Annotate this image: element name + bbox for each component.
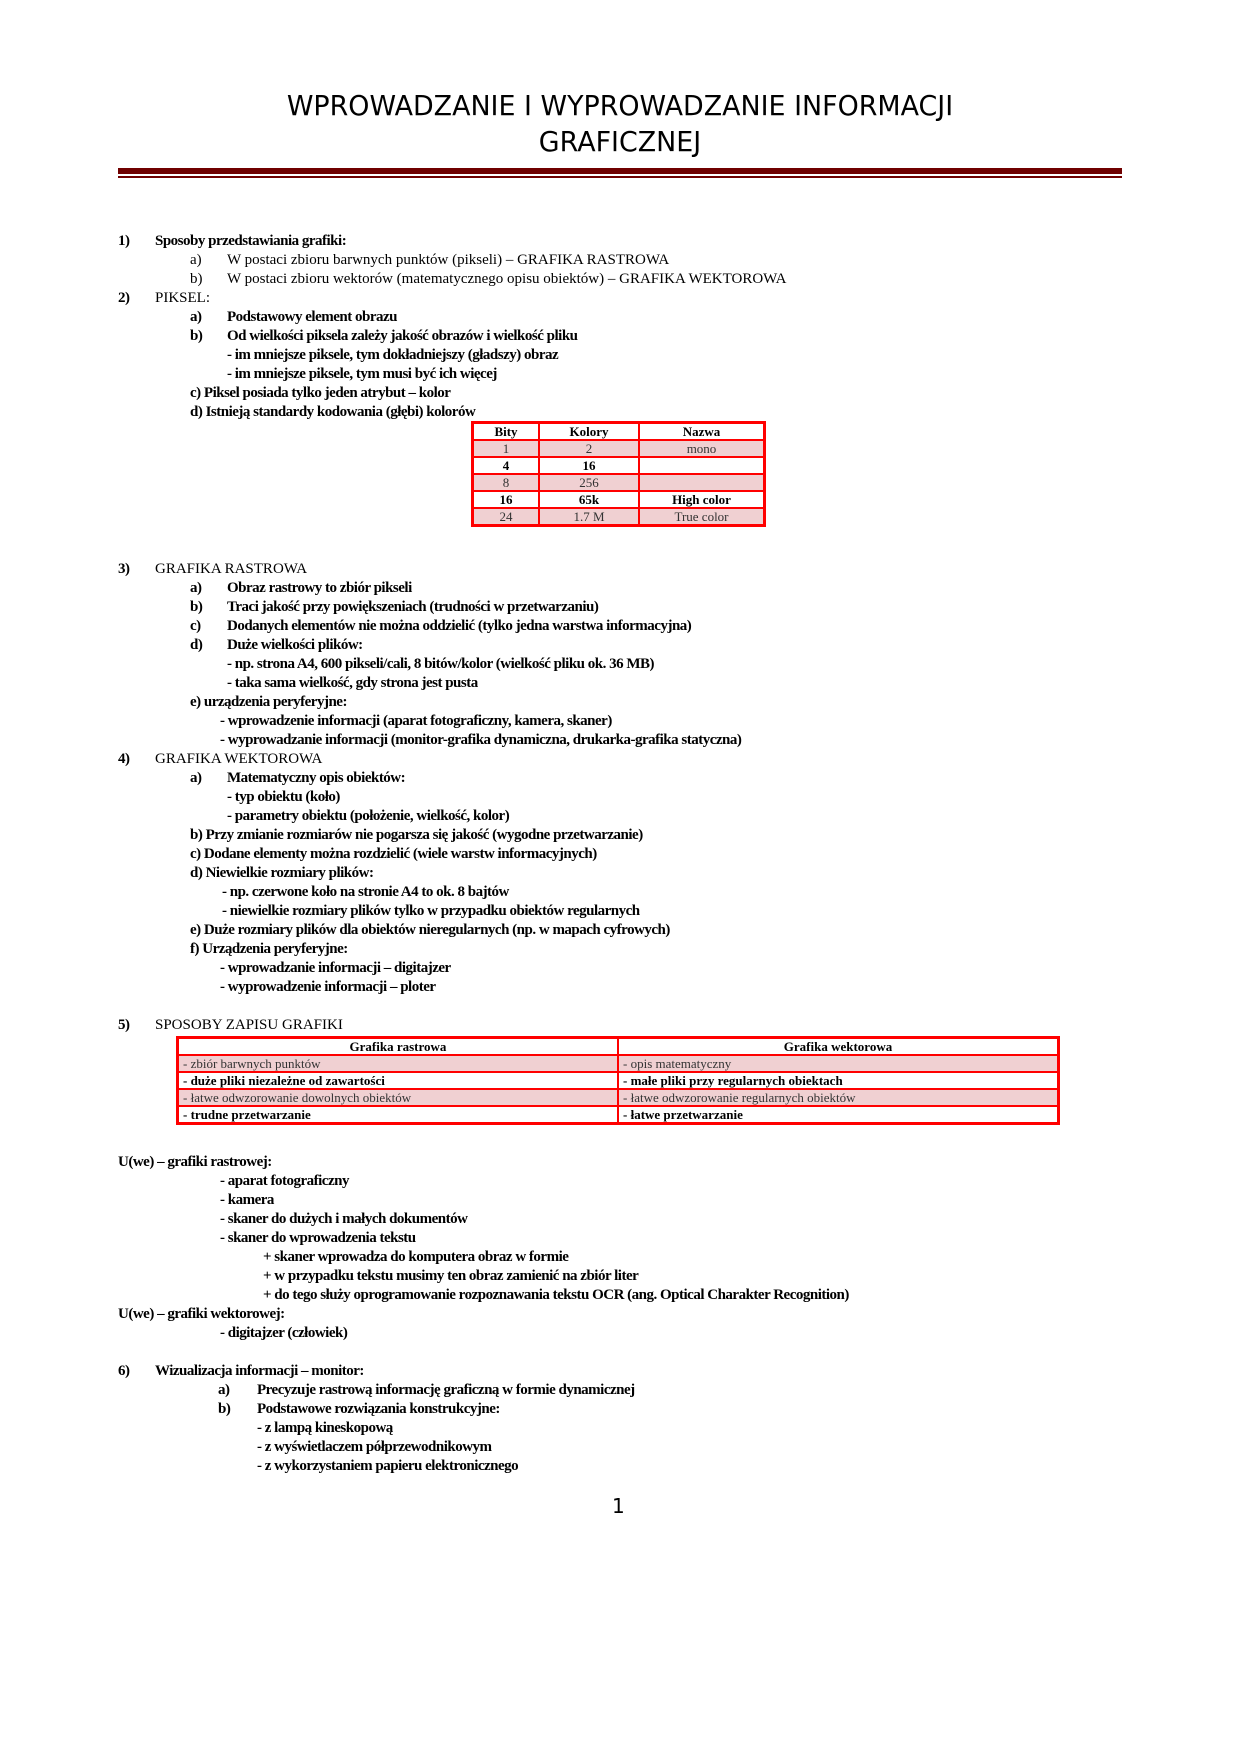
- table-cell: 24: [473, 508, 540, 526]
- table-cell: High color: [639, 491, 765, 508]
- table-cell: - łatwe przetwarzanie: [618, 1106, 1059, 1124]
- title-rule-thick: [118, 168, 1122, 174]
- s3-item-a: Obraz rastrowy to zbiór pikseli: [227, 580, 412, 596]
- table-cell: - duże pliki niezależne od zawartości: [178, 1072, 619, 1089]
- uwe-raster-sub-1: + skaner wprowadza do komputera obraz w formie: [263, 1249, 569, 1265]
- section-4-heading: GRAFIKA WEKTOROWA: [155, 751, 323, 767]
- table-header: Nazwa: [639, 423, 765, 441]
- s3-item-b: Traci jakość przy powiększeniach (trudności w przetwarzaniu): [227, 599, 599, 615]
- uwe-raster-item-3: - skaner do dużych i małych dokumentów: [220, 1211, 468, 1227]
- s2-item-d: d) Istnieją standardy kodowania (głębi) kolorów: [190, 404, 476, 420]
- page-title: [138, 88, 1102, 160]
- table-cell: [639, 457, 765, 474]
- s1-item-a: W postaci zbioru barwnych punktów (pikseli) – GRAFIKA RASTROWA: [227, 252, 670, 268]
- table-cell: 1: [473, 440, 540, 457]
- table-cell: 8: [473, 474, 540, 491]
- table-cell: 256: [539, 474, 639, 491]
- table-header: Grafika wektorowa: [618, 1038, 1059, 1056]
- s4-item-a-sub-2: - parametry obiektu (położenie, wielkość, kolor): [227, 808, 510, 824]
- table-cell: - łatwe odwzorowanie regularnych obiektów: [618, 1089, 1059, 1106]
- table-cell: 1.7 M: [539, 508, 639, 526]
- s1-item-a-mark: a): [190, 252, 202, 268]
- s4-item-a-sub-1: - typ obiektu (koło): [227, 789, 340, 805]
- s3-item-c: Dodanych elementów nie można oddzielić (tylko jedna warstwa informacyjna): [227, 618, 692, 634]
- section-5-heading: SPOSOBY ZAPISU GRAFIKI: [155, 1017, 343, 1033]
- table-row: [178, 1055, 1059, 1072]
- s3-item-e: e) urządzenia peryferyjne:: [190, 694, 347, 710]
- section-6-number: 6): [118, 1363, 130, 1379]
- s6-item-b: Podstawowe rozwiązania konstrukcyjne:: [257, 1401, 500, 1417]
- s3-item-d-sub-2: - taka sama wielkość, gdy strona jest pusta: [227, 675, 478, 691]
- table-cell: 16: [473, 491, 540, 508]
- s2-item-b-sub-2: - im mniejsze piksele, tym musi być ich więcej: [227, 366, 497, 382]
- s6-item-b-sub-1: - z lampą kineskopową: [257, 1420, 393, 1436]
- title-rule-thin: [118, 176, 1122, 178]
- section-1-number: 1): [118, 233, 130, 249]
- table-row: [178, 1106, 1059, 1124]
- s2-item-c: c) Piksel posiada tylko jeden atrybut – kolor: [190, 385, 451, 401]
- s3-item-e-sub-1: - wprowadzenie informacji (aparat fotograficzny, kamera, skaner): [220, 713, 612, 729]
- table-header-row: [178, 1038, 1059, 1056]
- s4-item-a: Matematyczny opis obiektów:: [227, 770, 406, 786]
- s3-item-d-mark: d): [190, 637, 203, 653]
- table-cell: [639, 474, 765, 491]
- s6-item-a: Precyzuje rastrową informację graficzną w formie dynamicznej: [257, 1382, 635, 1398]
- title-line-1: WPROWADZANIE I WYPROWADZANIE INFORMACJI: [286, 89, 954, 122]
- table-row: [473, 508, 765, 526]
- s4-item-e: e) Duże rozmiary plików dla obiektów nieregularnych (np. w mapach cyfrowych): [190, 922, 670, 938]
- s6-item-a-mark: a): [218, 1382, 230, 1398]
- s2-item-a-mark: a): [190, 309, 202, 325]
- table-row: [473, 474, 765, 491]
- s3-item-b-mark: b): [190, 599, 203, 615]
- table-cell: - małe pliki przy regularnych obiektach: [618, 1072, 1059, 1089]
- table-row: [178, 1089, 1059, 1106]
- s4-item-f-sub-1: - wprowadzanie informacji – digitajzer: [220, 960, 451, 976]
- uwe-raster-heading: U(we) – grafiki rastrowej:: [118, 1154, 272, 1170]
- table-row: [178, 1072, 1059, 1089]
- s4-item-f-sub-2: - wyprowadzenie informacji – ploter: [220, 979, 436, 995]
- s4-item-f: f) Urządzenia peryferyjne:: [190, 941, 348, 957]
- table-cell: - trudne przetwarzanie: [178, 1106, 619, 1124]
- uwe-vector-item-1: - digitajzer (człowiek): [220, 1325, 348, 1341]
- table-cell: True color: [639, 508, 765, 526]
- s6-item-b-sub-2: - z wyświetlaczem półprzewodnikowym: [257, 1439, 492, 1455]
- section-3-heading: GRAFIKA RASTROWA: [155, 561, 308, 577]
- s3-item-d: Duże wielkości plików:: [227, 637, 363, 653]
- table-header: Bity: [473, 423, 540, 441]
- section-5-number: 5): [118, 1017, 130, 1033]
- table-cell: - opis matematyczny: [618, 1055, 1059, 1072]
- uwe-raster-sub-3: + do tego służy oprogramowanie rozpoznawania tekstu OCR (ang. Optical Charakter Recognition): [263, 1287, 849, 1303]
- s3-item-a-mark: a): [190, 580, 202, 596]
- section-2-number: 2): [118, 290, 130, 306]
- title-line-2: GRAFICZNEJ: [538, 125, 702, 158]
- storage-comparison-table: [176, 1036, 1060, 1125]
- table-row: [473, 440, 765, 457]
- s4-item-b: b) Przy zmianie rozmiarów nie pogarsza się jakość (wygodne przetwarzanie): [190, 827, 643, 843]
- s2-item-a: Podstawowy element obrazu: [227, 309, 397, 325]
- s2-item-b: Od wielkości piksela zależy jakość obrazów i wielkość pliku: [227, 328, 578, 344]
- table-cell: 16: [539, 457, 639, 474]
- table-header-row: [473, 423, 765, 441]
- table-row: [473, 491, 765, 508]
- section-1-heading: Sposoby przedstawiania grafiki:: [155, 233, 347, 249]
- section-3-number: 3): [118, 561, 130, 577]
- s2-item-b-mark: b): [190, 328, 203, 344]
- s6-item-b-mark: b): [218, 1401, 231, 1417]
- section-2-heading: PIKSEL:: [155, 290, 211, 306]
- page-number: 1: [612, 1494, 625, 1518]
- section-4-number: 4): [118, 751, 130, 767]
- s4-item-d-sub-1: - np. czerwone koło na stronie A4 to ok. 8 bajtów: [222, 884, 509, 900]
- section-6-heading: Wizualizacja informacji – monitor:: [155, 1363, 364, 1379]
- table-cell: 4: [473, 457, 540, 474]
- uwe-raster-item-2: - kamera: [220, 1192, 274, 1208]
- s3-item-c-mark: c): [190, 618, 201, 634]
- s3-item-e-sub-2: - wyprowadzanie informacji (monitor-grafika dynamiczna, drukarka-grafika statyczna): [220, 732, 742, 748]
- table-header: Grafika rastrowa: [178, 1038, 619, 1056]
- s1-item-b: W postaci zbioru wektorów (matematycznego opisu obiektów) – GRAFIKA WEKTOROWA: [227, 271, 787, 287]
- table-cell: 65k: [539, 491, 639, 508]
- uwe-raster-sub-2: + w przypadku tekstu musimy ten obraz zamienić na zbiór liter: [263, 1268, 639, 1284]
- s4-item-d: d) Niewielkie rozmiary plików:: [190, 865, 374, 881]
- s3-item-d-sub-1: - np. strona A4, 600 pikseli/cali, 8 bitów/kolor (wielkość pliku ok. 36 MB): [227, 656, 655, 672]
- uwe-raster-item-1: - aparat fotograficzny: [220, 1173, 349, 1189]
- s2-item-b-sub-1: - im mniejsze piksele, tym dokładniejszy (gładszy) obraz: [227, 347, 559, 363]
- uwe-vector-heading: U(we) – grafiki wektorowej:: [118, 1306, 285, 1322]
- table-row: [473, 457, 765, 474]
- table-cell: mono: [639, 440, 765, 457]
- s4-item-a-mark: a): [190, 770, 202, 786]
- table-cell: - łatwe odwzorowanie dowolnych obiektów: [178, 1089, 619, 1106]
- s4-item-c: c) Dodane elementy można rozdzielić (wiele warstw informacyjnych): [190, 846, 597, 862]
- s6-item-b-sub-3: - z wykorzystaniem papieru elektronicznego: [257, 1458, 519, 1474]
- s4-item-d-sub-2: - niewielkie rozmiary plików tylko w przypadku obiektów regularnych: [222, 903, 640, 919]
- table-cell: - zbiór barwnych punktów: [178, 1055, 619, 1072]
- s1-item-b-mark: b): [190, 271, 203, 287]
- table-header: Kolory: [539, 423, 639, 441]
- uwe-raster-item-4: - skaner do wprowadzenia tekstu: [220, 1230, 416, 1246]
- color-depth-table: [471, 421, 766, 527]
- table-cell: 2: [539, 440, 639, 457]
